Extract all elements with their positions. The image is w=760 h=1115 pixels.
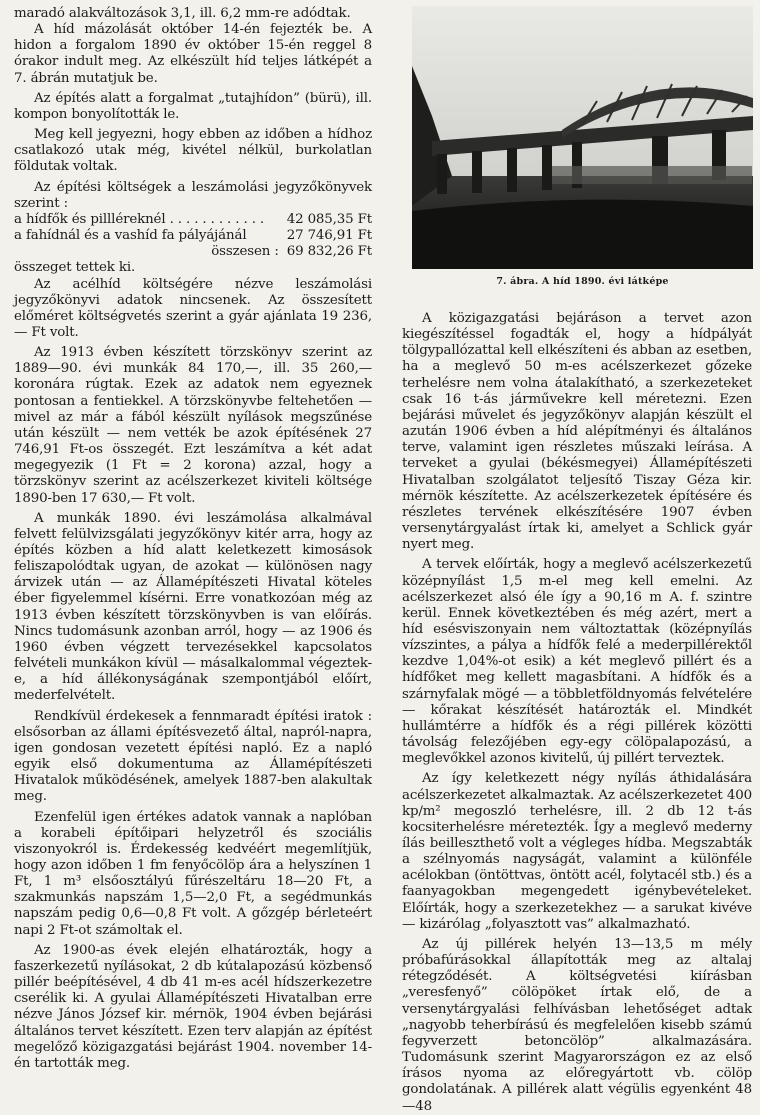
paragraph: A munkák 1890. évi leszámolása alkalmával felvett felülvizsgálati jegyzőkönyv kitér arra, hogy az építés közben a híd alatt keletkezett kimosások feliszapolódtak ugyan, de azokat — különösen nagy árvizek után — az Államépítészeti Hivatal köteles éber figyelemmel kísérni. Erre vonatkozóan még az 1913 évben készített törzskönyvben is van előírás. Nincs tudomásunk azonban arról, hogy — az 1906 és 1960 évben végzett tervezésekkel kapcsolatos felvételi munkákon kívül — másalkalommal végeztek-e, a híd állékonyságának szempontjából előírt, mederfelvételt. xyxy=(14,510,372,704)
paragraph: Rendkívül érdekesek a fennmaradt építési iratok : elsősorban az állami építésvezető által, napról-napra, igen gondosan vezetett építési napló. Ez a napló egyik első dokumentuma az Államépítészeti Hivatalok működésének, amelyek 1887-ben alakultak meg. xyxy=(14,708,372,805)
cost-row xyxy=(14,228,372,244)
cost-note: összeget tettek ki. xyxy=(14,260,136,276)
cost-total-row xyxy=(14,244,372,260)
paragraph: Az építés alatt a forgalmat „tutajhídon” (bürü), ill. kompon bonyolították le. xyxy=(14,90,372,122)
figure-caption: 7. ábra. A híd 1890. évi látképe xyxy=(496,276,669,287)
paragraph: Az építési költségek a leszámolási jegyzőkönyvek szerint : xyxy=(14,179,372,211)
paragraph: Meg kell jegyezni, hogy ebben az időben a hídhoz csatlakozó utak még, kivétel nélkül, burkolatlan földutak voltak. xyxy=(14,127,372,175)
cost-total-label: összesen : xyxy=(211,244,279,260)
paragraph: Az így keletkezett négy nyílás áthidalására acélszerkezetet alkalmaztak. Az acélszerkezetet 400 kp/m² megoszló terhelésre, ill. 2 db 12 t-ás kocsiterhelésre méretezték. Így a meglevő mederny ílás beilleszthető volt a végleges hídba. Megszabták a szélnyomás nagyságát, valamint a különféle acélokban (öntöttvas, öntött acél, folytacél stb.) és a faanyagokban megengedett igénybevételeket. Előírták, hogy a szerkezetekhez — a sarukat kivéve — kizárólag „folyasztott vas” alkalmazható. xyxy=(402,771,752,932)
paragraph: A közigazgatási bejáráson a tervet azon kiegészítéssel fogadták el, hogy a hídpályát tölgypallózattal kell elkészíteni és abban az esetben, ha a meglevő 50 m-es acélszerkezet gőzeke terhelésre nem volna átalakítható, a szerkezeteket csak 16 t-ás járművekre kell méretezni. Ezen bejárási művelet és jegyzőkönyv alapján készült el azután 1906 évben a híd alépítményi és általános terve, valamint igen részletes műszaki leírása. A terveket a gyulai (békésmegyei) Államépítészeti Hivatalban szolgálatot teljesítő Tiszay Géza kir. mérnök készítette. Az acélszerkezetek építésére és részletes tervének elkészítésére 1907 évben versenytárgyalást írtak ki, amelyet a Schlick gyár nyert meg. xyxy=(402,311,752,553)
paragraph: Az acélhíd költségére nézve leszámolási jegyzőkönyvi adatok nincsenek. Az összesített előméret költségvetés szerint a gyár ajánlata 19 236,— Ft volt. xyxy=(14,276,372,340)
cost-label: a fahídnál és a vashíd fa pályájánál xyxy=(14,228,247,244)
paragraph: Az 1900-as évek elején elhatározták, hogy a faszerkezetű nyílásokat, 2 db kútalapozású közbenső pillér beépítésével, 4 db 41 m-es acél hídszerkezetre cserélik ki. A gyulai Államépítészeti Hivatalban erre nézve János József kir. mérnök, 1904 évben bejárási általános tervet készített. Ezen terv alapján az építést megelőző közigazgatási bejárást 1904. november 14-én tartották meg. xyxy=(14,942,372,1071)
cost-label: a hídfők és pillléreknél . . . . . . . . . . . . xyxy=(14,211,265,227)
cost-value: 27 746,91 Ft xyxy=(286,228,372,244)
cost-row xyxy=(14,212,372,228)
paragraph: A híd mázolását október 14-én fejezték be. A hidon a forgalom 1890 év október 15-én reggel 8 órakor indult meg. Az elkészült híd teljes látképét a 7. ábrán mutatjuk be. xyxy=(14,22,372,86)
paragraph: Az új pillérek helyén 13—13,5 m mély próbafúrásokkal állapították meg az altalaj rétegződését. A költségvetési kiírásban „veresfenyő” cölöpöket írtak elő, de a versenytárgyalási felhívásban lehetőséget adtak „nagyobb teherbírású és megfelelően kisebb számú fegyverzett betoncölöp” alkalmazására. Tudomásunk szerint Magyarországon ez az első írásos nyoma az előregyártott vb. cölöp gondolatának. A pillérek alatt végülis egyenként 48—48 xyxy=(402,936,752,1114)
cost-total-value: 69 832,26 Ft xyxy=(286,244,372,260)
right-column-body xyxy=(402,311,752,1115)
paragraph: Ezenfelül igen értékes adatok vannak a naplóban a korabeli építőipari helyzetről és szociális viszonyokról is. Érdekesség kedvéért megemlítjük, hogy azon időben 1 fm fenyőcölöp ára a helyszínen 1 Ft, 1 m³ elsőosztályú fűrészeltáru 18—20 Ft, a szakmunkás napszám 1,5—2,0 Ft, a segédmunkás napszám pedig 0,6—0,8 Ft volt. A gőzgép bérleteért napi 2 Ft-ot számoltak el. xyxy=(14,809,372,938)
paragraph: Az 1913 évben készített törzskönyv szerint az 1889—90. évi munkák 84 170,—, ill. 35 260,— koronára rúgtak. Ezek az adatok nem egyeznek pontosan a fentiekkel. A törzskönyvbe feltehetően — mivel az már a fából készült nyílások megszűnése után készült — nem vették be azok építésének 27 746,91 Ft-os összegét. Ezt leszámítva a két adat megegyezik (1 Ft = 2 korona) azzal, hogy a törzskönyv szerint az acélszerkezet kiviteli költsége 1890-ben 17 630,— Ft volt. xyxy=(14,345,372,506)
paragraph: maradó alakváltozások 3,1, ill. 6,2 mm-re adódtak. xyxy=(14,6,351,21)
right-column xyxy=(402,6,752,1115)
cost-value: 42 085,35 Ft xyxy=(286,211,372,227)
cost-table xyxy=(14,212,372,277)
paragraph: A tervek előírták, hogy a meglevő acélszerkezetű középnyílást 1,5 m-el meg kell emelni. Az acélszerkezet alsó éle így a 90,16 m A. f. szintre kerül. Ennek következtében és még azért, mert a híd esésviszonyain nem változtattak (középnyílás vízszintes, a pálya a hídfők felé a mederpillérektől kezdve 1,04%-ot esik) a két meglevő pillért és a hídfőket meg kellett magasbítani. A hídfők és a szárnyfalak mögé — a többletföldnyomás felvételére — kőrakat készítését határozták el. Mindkét hullámtérre a hídfők és a régi pillérek közötti távolság felezőjében egy-egy cölöpalapozású, a meglevőkkel azonos kivitelű, új pillért terveztek. xyxy=(402,557,752,767)
left-column xyxy=(14,6,372,1072)
